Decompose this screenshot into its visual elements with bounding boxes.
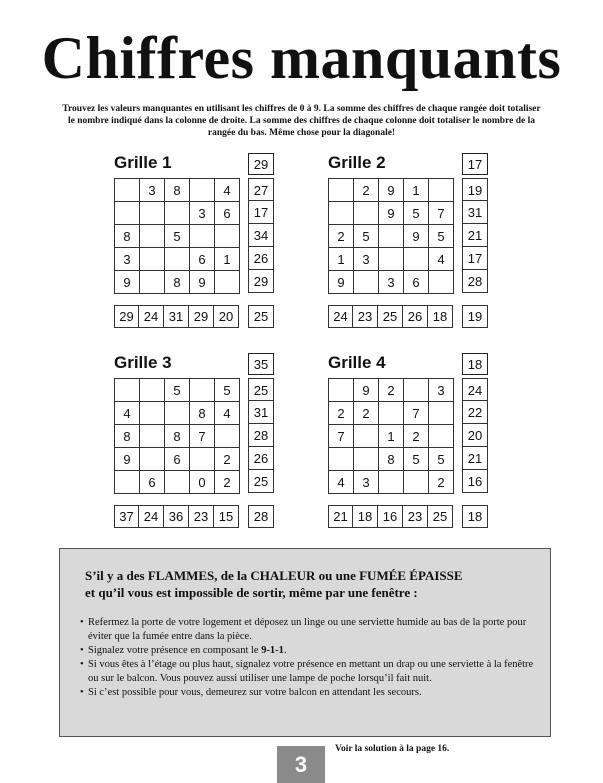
- grid-cell[interactable]: 8: [115, 425, 140, 448]
- grid-cell[interactable]: [429, 271, 454, 294]
- grid-cell[interactable]: 7: [329, 425, 354, 448]
- grid-cell[interactable]: [140, 248, 165, 271]
- grid-cell[interactable]: 7: [190, 425, 215, 448]
- grid-cell[interactable]: 5: [165, 379, 190, 402]
- grid-cell[interactable]: 5: [404, 448, 429, 471]
- column-sum: 37: [114, 505, 139, 528]
- grid-row: [115, 471, 240, 494]
- row-sum: 34: [248, 224, 274, 247]
- puzzle-title: Grille 4: [328, 353, 386, 372]
- grid-cell[interactable]: 2: [354, 402, 379, 425]
- grid-cell[interactable]: 2: [429, 471, 454, 494]
- grid-cell[interactable]: 2: [404, 425, 429, 448]
- grid-cell[interactable]: 3: [379, 271, 404, 294]
- grid-row: [329, 179, 454, 202]
- row-sum: 31: [248, 401, 274, 424]
- row-sum: 28: [462, 270, 488, 293]
- grid-cell[interactable]: 9: [329, 271, 354, 294]
- grid-cell[interactable]: [115, 202, 140, 225]
- column-sums: [114, 505, 239, 528]
- puzzle-title: Grille 3: [114, 353, 172, 372]
- grid-row: [329, 225, 454, 248]
- row-sum: 31: [462, 201, 488, 224]
- row-sum: 17: [248, 201, 274, 224]
- grid-cell[interactable]: 4: [329, 471, 354, 494]
- grid-cell[interactable]: 8: [115, 225, 140, 248]
- row-sum: 21: [462, 224, 488, 247]
- grid-cell[interactable]: 6: [215, 202, 240, 225]
- grid-cell[interactable]: [165, 202, 190, 225]
- grid-cell[interactable]: [329, 179, 354, 202]
- safety-item: • Si c’est possible pour vous, demeurez sur votre balcon en attendant les secours.: [80, 686, 540, 700]
- row-sum: 27: [248, 178, 274, 201]
- grid-cell[interactable]: [379, 471, 404, 494]
- grid-cell[interactable]: [140, 425, 165, 448]
- grid-row: [329, 379, 454, 402]
- grid-row: [115, 248, 240, 271]
- grid-row: [115, 179, 240, 202]
- grid-cell[interactable]: 5: [429, 448, 454, 471]
- grid-cell[interactable]: 5: [165, 225, 190, 248]
- grid-row: [329, 271, 454, 294]
- grid-cell[interactable]: 8: [379, 448, 404, 471]
- grid-cell[interactable]: [379, 225, 404, 248]
- grid-cell[interactable]: [190, 225, 215, 248]
- grid-row: [329, 471, 454, 494]
- safety-item-text: Signalez votre présence en composant le: [88, 645, 259, 656]
- row-sums: [248, 178, 274, 293]
- grid-cell[interactable]: 5: [404, 202, 429, 225]
- grid-cell[interactable]: 8: [190, 402, 215, 425]
- column-sum: 29: [114, 305, 139, 328]
- safety-list: [80, 616, 540, 700]
- row-sum: 16: [462, 470, 488, 493]
- grid-cell[interactable]: [165, 248, 190, 271]
- grid-cell[interactable]: [140, 402, 165, 425]
- column-sum: 29: [189, 305, 214, 328]
- grid-cell[interactable]: 3: [140, 179, 165, 202]
- grid-cell[interactable]: [329, 379, 354, 402]
- grid-cell[interactable]: 3: [354, 471, 379, 494]
- grid-cell[interactable]: [329, 448, 354, 471]
- grid-cell[interactable]: 2: [329, 402, 354, 425]
- grid-cell[interactable]: 4: [215, 402, 240, 425]
- puzzle-grille-1: [114, 152, 279, 322]
- grid-cell[interactable]: [190, 448, 215, 471]
- grid-cell[interactable]: 9: [115, 271, 140, 294]
- grid-cell[interactable]: [354, 448, 379, 471]
- column-sums: [328, 505, 453, 528]
- grid-row: [115, 379, 240, 402]
- column-sum: 24: [139, 305, 164, 328]
- grid-cell[interactable]: 9: [379, 202, 404, 225]
- grid-row: [329, 425, 454, 448]
- column-sum: 16: [378, 505, 403, 528]
- row-sum: 21: [462, 447, 488, 470]
- number-grid: [328, 178, 454, 294]
- row-sum: 29: [248, 270, 274, 293]
- grid-cell[interactable]: [404, 471, 429, 494]
- column-sum: 25: [378, 305, 403, 328]
- column-sum: 36: [164, 505, 189, 528]
- grid-cell[interactable]: 3: [354, 248, 379, 271]
- grid-cell[interactable]: 9: [379, 179, 404, 202]
- grid-cell[interactable]: 9: [115, 448, 140, 471]
- puzzle-title: Grille 2: [328, 153, 386, 172]
- safety-heading: [85, 567, 525, 601]
- grid-cell[interactable]: 6: [404, 271, 429, 294]
- row-sum: 25: [248, 378, 274, 401]
- corner-sum: 18: [462, 505, 488, 528]
- column-sum: 20: [214, 305, 239, 328]
- safety-heading-line: et qu’il vous est impossible de sortir, même par une fenêtre :: [85, 585, 418, 600]
- grid-cell[interactable]: [140, 271, 165, 294]
- row-sum: 22: [462, 401, 488, 424]
- row-sums: [462, 378, 488, 493]
- grid-cell[interactable]: [165, 402, 190, 425]
- grid-cell[interactable]: [329, 202, 354, 225]
- column-sum: 23: [403, 505, 428, 528]
- grid-cell[interactable]: [354, 425, 379, 448]
- row-sum: 26: [248, 247, 274, 270]
- grid-cell[interactable]: 5: [215, 379, 240, 402]
- row-sum: 26: [248, 447, 274, 470]
- column-sum: 15: [214, 505, 239, 528]
- grid-cell[interactable]: 8: [165, 271, 190, 294]
- grid-cell[interactable]: [429, 402, 454, 425]
- safety-heading-line: S’il y a des FLAMMES, de la CHALEUR ou une FUMÉE ÉPAISSE: [85, 568, 463, 583]
- grid-cell[interactable]: [190, 179, 215, 202]
- grid-cell[interactable]: 0: [190, 471, 215, 494]
- grid-cell[interactable]: 7: [404, 402, 429, 425]
- grid-cell[interactable]: 5: [354, 225, 379, 248]
- row-sum: 20: [462, 424, 488, 447]
- puzzle-grille-3: [114, 352, 279, 522]
- column-sums: [114, 305, 239, 328]
- column-sum: 18: [428, 305, 453, 328]
- grid-cell[interactable]: [354, 202, 379, 225]
- grid-cell[interactable]: [215, 225, 240, 248]
- corner-sum: 28: [248, 505, 274, 528]
- grid-cell[interactable]: [190, 379, 215, 402]
- grid-cell[interactable]: [140, 379, 165, 402]
- grid-cell[interactable]: [215, 271, 240, 294]
- grid-cell[interactable]: 3: [429, 379, 454, 402]
- grid-cell[interactable]: 7: [429, 202, 454, 225]
- grid-cell[interactable]: [140, 448, 165, 471]
- grid-cell[interactable]: [215, 425, 240, 448]
- column-sum: 24: [328, 305, 353, 328]
- grid-cell[interactable]: 6: [190, 248, 215, 271]
- corner-sum: 25: [248, 305, 274, 328]
- grid-row: [329, 202, 454, 225]
- number-grid: [114, 378, 240, 494]
- grid-cell[interactable]: 1: [215, 248, 240, 271]
- grid-row: [115, 271, 240, 294]
- row-sum: 17: [462, 247, 488, 270]
- grid-cell[interactable]: [429, 425, 454, 448]
- diagonal-sum: 18: [462, 353, 488, 375]
- grid-cell[interactable]: [379, 248, 404, 271]
- grid-cell[interactable]: 5: [429, 225, 454, 248]
- grid-cell[interactable]: 2: [215, 471, 240, 494]
- column-sum: 23: [189, 505, 214, 528]
- column-sum: 21: [328, 505, 353, 528]
- grid-row: [115, 225, 240, 248]
- grid-cell[interactable]: 9: [404, 225, 429, 248]
- grid-cell[interactable]: 1: [379, 425, 404, 448]
- grid-cell[interactable]: 4: [215, 179, 240, 202]
- corner-sum: 19: [462, 305, 488, 328]
- safety-item: [80, 644, 540, 658]
- puzzle-title: Grille 1: [114, 153, 172, 172]
- puzzle-grille-4: [328, 352, 493, 522]
- grid-cell[interactable]: 4: [115, 402, 140, 425]
- row-sum: 24: [462, 378, 488, 401]
- grid-cell[interactable]: 6: [165, 448, 190, 471]
- grid-cell[interactable]: 6: [140, 471, 165, 494]
- grid-row: [329, 402, 454, 425]
- column-sum: 26: [403, 305, 428, 328]
- grid-cell[interactable]: [115, 379, 140, 402]
- fire-safety-box: [59, 548, 551, 737]
- safety-item: • Si vous êtes à l’étage ou plus haut, signalez votre présence en mettant un drap ou une serviette à la fenêtre ou sur le balcon. Vous pouvez aussi utiliser une lampe de poche lorsqu’il fait nuit.: [80, 658, 540, 686]
- puzzle-grille-2: [328, 152, 493, 322]
- grid-cell[interactable]: [354, 271, 379, 294]
- column-sums: [328, 305, 453, 328]
- column-sum: 25: [428, 505, 453, 528]
- grid-cell[interactable]: 3: [115, 248, 140, 271]
- grid-cell[interactable]: 9: [354, 379, 379, 402]
- grid-cell[interactable]: 9: [190, 271, 215, 294]
- grid-row: [115, 448, 240, 471]
- grid-row: [329, 248, 454, 271]
- grid-cell[interactable]: [165, 471, 190, 494]
- row-sums: [248, 378, 274, 493]
- instructions-text: Trouvez les valeurs manquantes en utilisant les chiffres de 0 à 9. La somme des chiffres de chaque rangée doit totaliser le nombre indiqué dans la colonne de droite. La somme des chiffres de chaque colonne doit totaliser le nombre de la rangée du bas. Même chose pour la diagonale!: [62, 104, 541, 138]
- grid-cell[interactable]: [404, 379, 429, 402]
- diagonal-sum: 35: [248, 353, 274, 375]
- grid-cell[interactable]: 2: [215, 448, 240, 471]
- grid-cell[interactable]: [379, 402, 404, 425]
- column-sum: 24: [139, 505, 164, 528]
- number-grid: [328, 378, 454, 494]
- safety-item-end: .: [283, 645, 287, 656]
- grid-row: [329, 448, 454, 471]
- column-sum: 18: [353, 505, 378, 528]
- grid-row: [115, 425, 240, 448]
- diagonal-sum: 17: [462, 153, 488, 175]
- grid-cell[interactable]: [140, 202, 165, 225]
- grid-cell[interactable]: 4: [429, 248, 454, 271]
- page-title: Chiffres manquants: [41, 25, 562, 91]
- number-grid: [114, 178, 240, 294]
- grid-cell[interactable]: 3: [190, 202, 215, 225]
- grid-cell[interactable]: 2: [354, 179, 379, 202]
- diagonal-sum: 29: [248, 153, 274, 175]
- row-sums: [462, 178, 488, 293]
- grid-row: [115, 402, 240, 425]
- grid-cell[interactable]: 2: [329, 225, 354, 248]
- grid-cell[interactable]: [115, 471, 140, 494]
- grid-cell[interactable]: 8: [165, 179, 190, 202]
- grid-cell[interactable]: 1: [404, 179, 429, 202]
- solution-note: Voir la solution à la page 16.: [335, 744, 450, 754]
- grid-cell[interactable]: [115, 179, 140, 202]
- grid-cell[interactable]: [429, 179, 454, 202]
- row-sum: 28: [248, 424, 274, 447]
- grid-cell[interactable]: [404, 248, 429, 271]
- column-sum: 23: [353, 305, 378, 328]
- page-number: 3: [277, 746, 325, 783]
- grid-cell[interactable]: 8: [165, 425, 190, 448]
- grid-row: [115, 202, 240, 225]
- safety-item: • Refermez la porte de votre logement et déposez un linge ou une serviette humide au bas de la porte pour éviter que la fumée entre dans la pièce.: [80, 616, 540, 644]
- grid-cell[interactable]: [140, 225, 165, 248]
- grid-cell[interactable]: 1: [329, 248, 354, 271]
- row-sum: 25: [248, 470, 274, 493]
- emergency-number: 9-1-1: [261, 645, 284, 656]
- column-sum: 31: [164, 305, 189, 328]
- grid-cell[interactable]: 2: [379, 379, 404, 402]
- row-sum: 19: [462, 178, 488, 201]
